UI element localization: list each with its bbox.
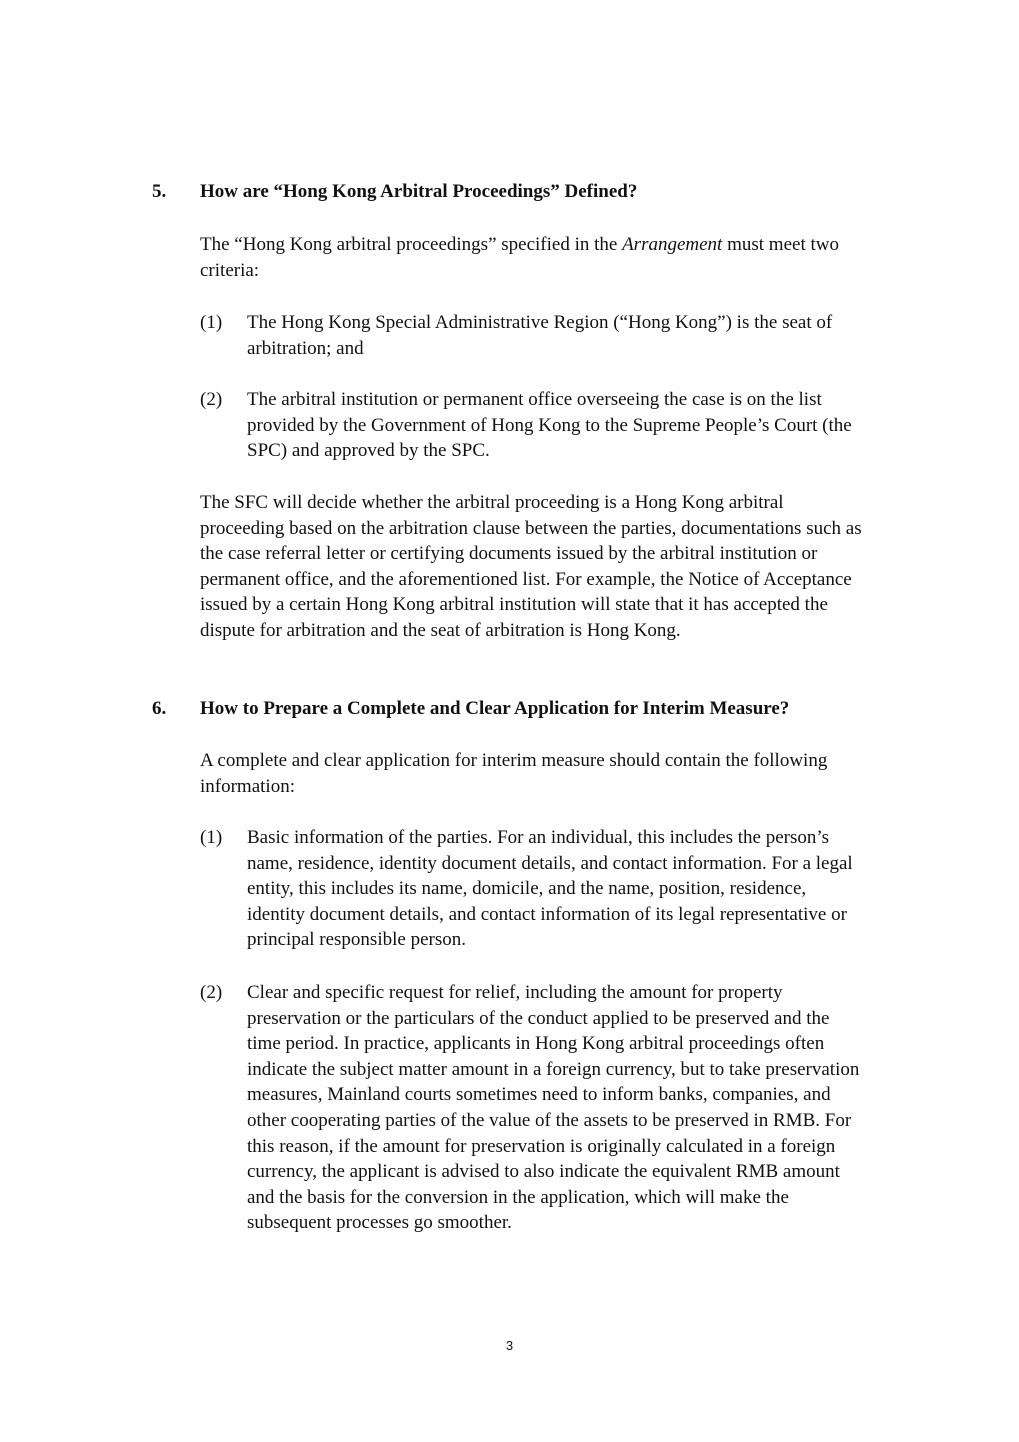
section-6-title: How to Prepare a Complete and Clear Application for Interim Measure? bbox=[200, 698, 790, 719]
section-5-number: 5. bbox=[152, 181, 167, 202]
section-5-closing: The SFC will decide whether the arbitral proceeding is a Hong Kong arbitral proceeding based on the arbitration clause between the parties, documentations such as the case referral letter or certifying documents issued by the arbitral institution or permanent office, and the aforementioned list. For example, the Notice of Acceptance issued by a certain Hong Kong arbitral institution will state that it has accepted the dispute for arbitration and the seat of arbitration is Hong Kong. bbox=[200, 492, 862, 641]
section-5-item-1-text: The Hong Kong Special Administrative Region (“Hong Kong”) is the seat of arbitration; and bbox=[247, 312, 833, 359]
section-5-intro bbox=[200, 232, 865, 283]
section-6-item-1-text: Basic information of the parties. For an individual, this includes the person’s name, residence, identity document details, and contact information. For a legal entity, this includes its name, domicile, and the name, position, residence, identity document details, and contact information of its legal representative or principal responsible person. bbox=[247, 827, 853, 951]
section-5-item-2-text: The arbitral institution or permanent office overseeing the case is on the list provided by the Government of Hong Kong to the Supreme People’s Court (the SPC) and approved by the SPC. bbox=[247, 389, 852, 462]
page-number: 3 bbox=[505, 1338, 514, 1353]
section-5-item-2-marker: (2) bbox=[200, 389, 223, 410]
section-5-intro-before: The “Hong Kong arbitral proceedings” specified in the bbox=[200, 234, 623, 255]
section-6-item-1-marker: (1) bbox=[200, 827, 223, 848]
section-5-intro-after: must meet two criteria: bbox=[200, 234, 839, 281]
section-6-item-2-marker: (2) bbox=[200, 982, 223, 1003]
section-6-item-2-text: Clear and specific request for relief, including the amount for property preservation or the particulars of the conduct applied to be preserved and the time period. In practice, applicants in Hong Kong arbitral proceedings often indicate the subject matter amount in a foreign currency, but to take preservation measures, Mainland courts sometimes need to inform banks, companies, and other cooperating parties of the value of the assets to be preserved in RMB. For this reason, if the amount for preservation is originally calculated in a foreign currency, the applicant is advised to also indicate the equivalent RMB amount and the basis for the conversion in the application, which will make the subsequent processes go smoother. bbox=[247, 982, 860, 1234]
section-5-item-1-marker: (1) bbox=[200, 312, 223, 333]
section-5-intro-emphasis: Arrangement bbox=[622, 234, 723, 255]
section-6-intro: A complete and clear application for interim measure should contain the following information: bbox=[200, 750, 828, 797]
section-6-number: 6. bbox=[152, 698, 167, 719]
section-5-title: How are “Hong Kong Arbitral Proceedings” Defined? bbox=[200, 181, 638, 202]
